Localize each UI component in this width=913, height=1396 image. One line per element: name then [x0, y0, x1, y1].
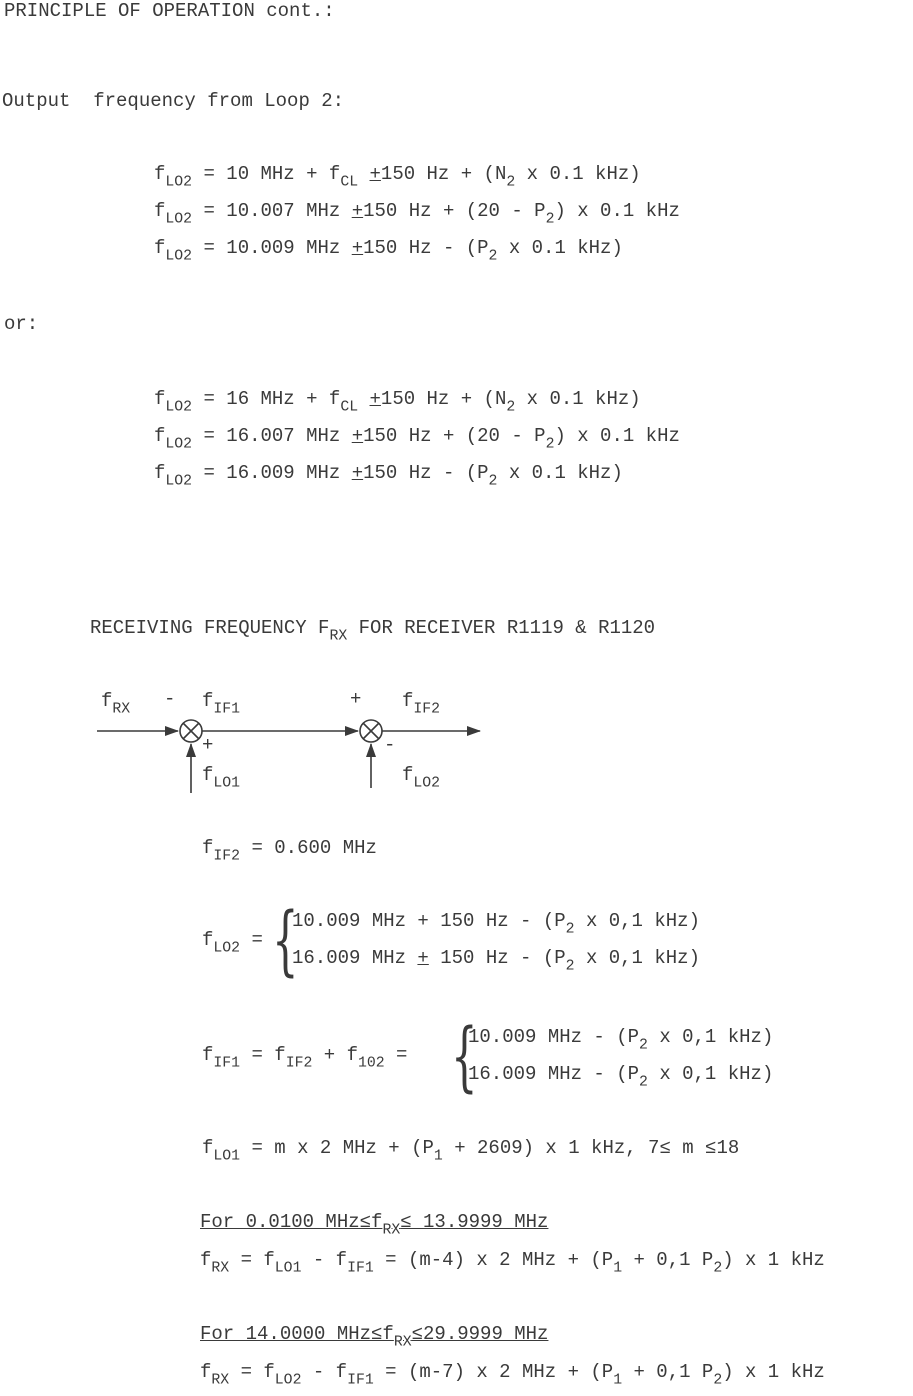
equation-row: $f_{LO2} = 16.009$ MHz +150 Hz - ($P_2$ x 0.1 kHz) — [154, 462, 623, 490]
fif2-equation: $f_{IF2} = 0.600$ MHz — [202, 837, 377, 865]
mixer-2-symbol — [360, 720, 382, 742]
range-2-condition: For 14.0000 $MHz\le f_{RX}\le 29.9999$ MHz — [200, 1323, 549, 1351]
fif1-line-2: 16.009 MHz - ($P_2$ x 0,1 kHz) — [468, 1063, 774, 1091]
flo2-label: $f_{LO2}$ = — [202, 929, 263, 957]
range-1-equation: $f_{RX} = f_{LO1} - f_{IF1} = (m-4)$ x 2 MHz + ($P_1 + 0,1$ $P_2$) x 1 kHz — [200, 1249, 825, 1277]
sign-minus: - — [384, 734, 396, 756]
sign-plus: + — [202, 734, 214, 756]
equation-row: $f_{LO2} = 10.007$ MHz +150 $Hz + (20 - P_2)$ x 0.1 kHz — [154, 200, 680, 228]
equation-row: $f_{LO2} = 10$ MHz + $f_{CL} +150$ $Hz + (N_2$ x 0.1 kHz) — [154, 163, 641, 191]
mixer-1-symbol — [180, 720, 202, 742]
label-flo1: $f_{LO1}$ — [202, 764, 241, 792]
label-frx: $f_{RX}$ — [101, 690, 131, 718]
range-1-condition: For 0.0100 $MHz\le f_{RX}\le 13.9999$ MHz — [200, 1211, 549, 1239]
page-heading: PRINCIPLE OF OPERATION cont.: — [4, 0, 335, 22]
curly-brace: { — [272, 895, 299, 984]
flo2-line-2: 16.009 MHz + 150 Hz - ($P_2$ x 0,1 kHz) — [292, 947, 700, 975]
fif1-label: $f_{IF1} = f_{IF2} + f_{102}$ = — [202, 1044, 408, 1072]
or-label: or: — [4, 313, 39, 335]
flo1-equation: $f_{LO1} = m$ x 2 MHz + $(P_1 + 2609)$ x 1 kHz, 7≤ m ≤18 — [202, 1137, 740, 1165]
range-2-equation: $f_{RX} = f_{LO2} - f_{IF1} = (m-7)$ x 2 MHz + ($P_1 + 0,1$ $P_2$) x 1 kHz — [200, 1361, 825, 1389]
curly-brace: { — [451, 1011, 478, 1100]
loop2-label: Output frequency from Loop 2: — [2, 90, 345, 112]
fif1-line-1: 10.009 MHz - ($P_2$ x 0,1 kHz) — [468, 1026, 774, 1054]
sign-minus: - — [164, 688, 176, 710]
label-fif2: $f_{IF2}$ — [402, 690, 441, 718]
equation-row: $f_{LO2} = 10.009$ MHz +150 Hz - ($P_2$ x 0.1 kHz) — [154, 237, 623, 265]
equation-row: $f_{LO2} = 16.007$ MHz +150 $Hz + (20 - P_2)$ x 0.1 kHz — [154, 425, 680, 453]
label-flo2: $f_{LO2}$ — [402, 764, 441, 792]
flo2-line-1: 10.009 MHz + 150 Hz - ($P_2$ x 0,1 kHz) — [292, 910, 700, 938]
equation-row: $f_{LO2} = 16$ MHz + $f_{CL} +150$ $Hz + (N_2$ x 0.1 kHz) — [154, 388, 641, 416]
section-title: RECEIVING FREQUENCY $F_{RX}$ FOR RECEIVER R1119 & R1120 — [90, 617, 656, 645]
sign-plus: + — [350, 688, 362, 710]
label-fif1: $f_{IF1}$ — [202, 690, 241, 718]
